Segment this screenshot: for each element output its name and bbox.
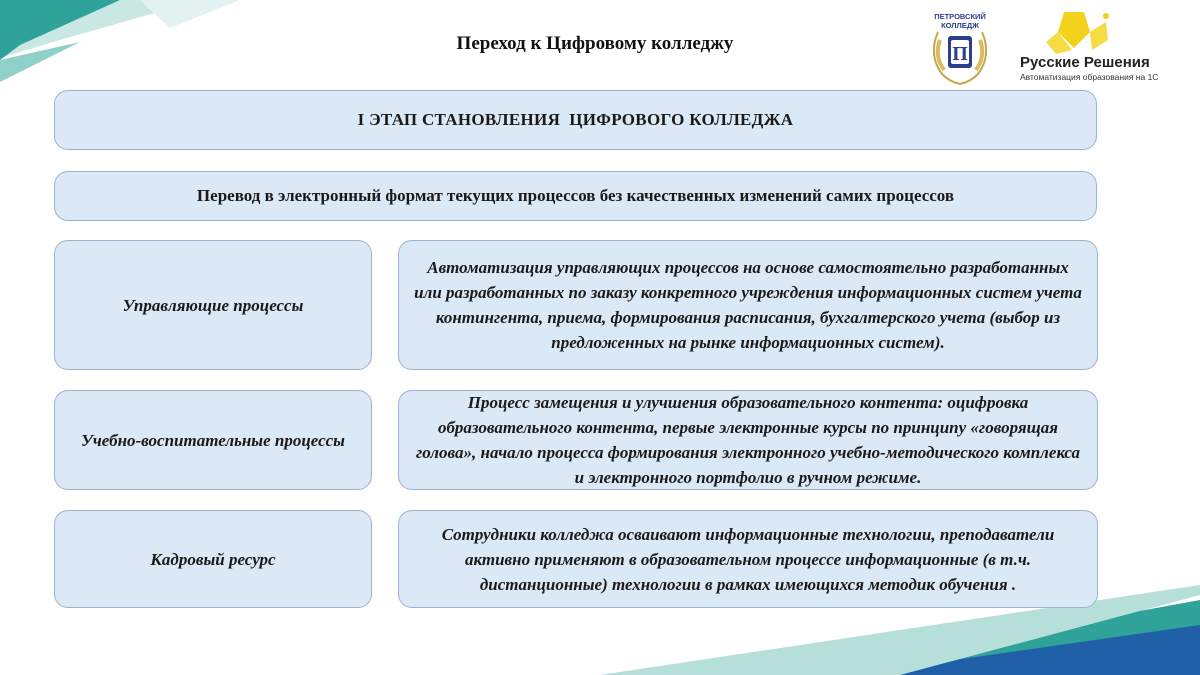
page-title: Переход к Цифровому колледжу (456, 33, 734, 54)
description-box-educational (398, 390, 1098, 490)
category-box-staff (54, 510, 372, 608)
category-box-educational (54, 390, 372, 490)
category-box-management (54, 240, 372, 370)
description-text: Автоматизация управляющих процессов на основе самостоятельно разработанных или разработанных по заказу конкретного учреждения информационных систем учета контингента, приема, формирования расписания, бухгалтерского учета (выбор из предложенных на рынке информационных систем). (414, 258, 1082, 352)
stage-title: I ЭТАП СТАНОВЛЕНИЯ ЦИФРОВОГО КОЛЛЕДЖА (357, 110, 794, 129)
description-box-management (398, 240, 1098, 370)
partner-logo-name: Русские Решения (1020, 54, 1150, 71)
stage-summary-box (54, 171, 1097, 221)
description-box-staff (398, 510, 1098, 608)
description-text: Сотрудники колледжа осваивают информационные технологии, преподаватели активно применяют в образовательном процессе информационные (в т.ч. дистанционные) технологии в рамках имеющихся методик обучения . (441, 524, 1055, 594)
partner-logo-tagline: Автоматизация образования на 1С (1020, 72, 1159, 82)
svg-text:П: П (952, 43, 968, 65)
stage-title-box (54, 90, 1097, 150)
category-label: Управляющие процессы (122, 295, 304, 315)
college-logo-line2: КОЛЛЕДЖ (941, 21, 979, 30)
description-text: Процесс замещения и улучшения образовательного контента: оцифровка образовательного контента, первые электронные курсы по принципу «говорящая голова», начало процесса формирования электронного учебно-методического комплекса и электронного портфолио в ручном режиме. (415, 393, 1081, 487)
category-label: Учебно-воспитательные процессы (81, 430, 345, 450)
category-label: Кадровый ресурс (150, 549, 276, 569)
stage-summary: Перевод в электронный формат текущих процессов без качественных изменений самих процессов (196, 186, 955, 205)
college-logo-line1: ПЕТРОВСКИЙ (934, 12, 986, 21)
